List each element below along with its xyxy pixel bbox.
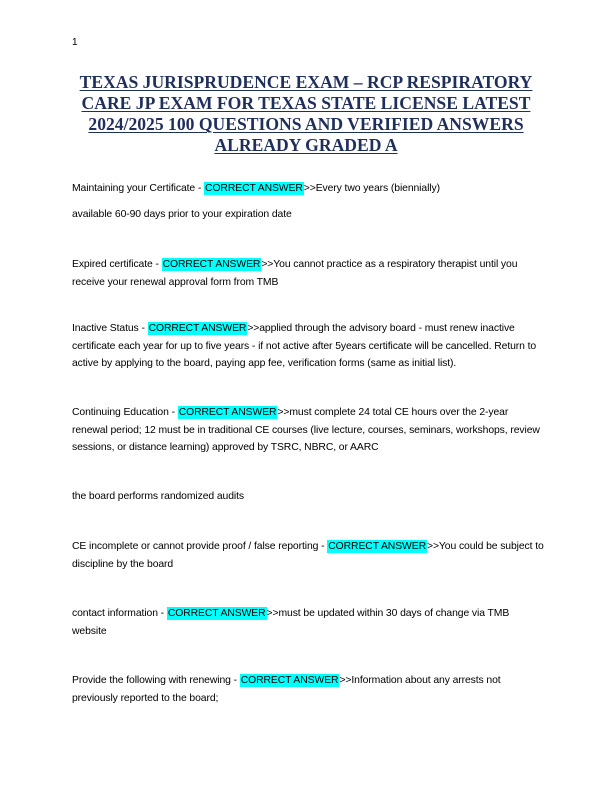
question-text: Expired certificate - <box>72 259 162 270</box>
qa-entry-expired-certificate <box>72 256 544 291</box>
answer-text: >>You could be subject to discipline by the board <box>72 541 544 570</box>
question-text: Inactive Status - <box>72 323 148 334</box>
question-text: contact information - <box>72 608 167 619</box>
question-text: Continuing Education - <box>72 407 178 418</box>
note-entry-availability <box>72 206 544 224</box>
correct-answer-highlight: CORRECT ANSWER <box>167 608 266 619</box>
document-title: TEXAS JURISPRUDENCE EXAM – RCP RESPIRATORY CARE JP EXAM FOR TEXAS STATE LICENSE LATEST 2024/2025 100 QUESTIONS AND VERIFIED ANSWERS ALREADY GRADED A <box>79 72 533 155</box>
qa-entry-contact-information <box>72 605 544 640</box>
correct-answer-highlight: CORRECT ANSWER <box>148 323 247 334</box>
correct-answer-highlight: CORRECT ANSWER <box>205 183 303 194</box>
note-text: the board performs randomized audits <box>72 491 244 502</box>
question-text: CE incomplete or cannot provide proof / false reporting - <box>72 541 328 552</box>
answer-text: >>Information about any arrests not previously reported to the board; <box>72 675 501 704</box>
answer-text: >>must be updated within 30 days of change via TMB website <box>72 608 510 637</box>
note-entry-audits <box>72 488 544 506</box>
qa-entry-maintaining-certificate <box>72 180 544 198</box>
question-text: Maintaining your Certificate - <box>72 183 205 194</box>
correct-answer-highlight: CORRECT ANSWER <box>162 259 261 270</box>
answer-text: >>You cannot practice as a respiratory therapist until you receive your renewal approval form from TMB <box>72 259 518 288</box>
qa-entry-ce-incomplete <box>72 538 544 573</box>
page-number: 1 <box>72 37 78 48</box>
question-text: Provide the following with renewing - <box>72 675 240 686</box>
answer-text: >>applied through the advisory board - must renew inactive certificate each year for up to five years - if not active after 5years certificate will be cancelled. Return to active by applying to the board, paying app fee, verification forms (same as initial list). <box>72 323 537 369</box>
answer-text: >>Every two years (biennially) <box>303 183 440 194</box>
correct-answer-highlight: CORRECT ANSWER <box>178 407 277 418</box>
correct-answer-highlight: CORRECT ANSWER <box>240 675 339 686</box>
qa-entry-renewal-requirements <box>72 672 544 707</box>
qa-entry-continuing-education <box>72 404 544 457</box>
qa-entry-inactive-status <box>72 320 544 373</box>
answer-text: >>must complete 24 total CE hours over the 2-year renewal period; 12 must be in traditional CE courses (live lecture, courses, seminars, workshops, review sessions, or distance learning) approved by TSRC, NBRC, or AARC <box>72 407 540 453</box>
note-text: available 60-90 days prior to your expiration date <box>72 209 292 220</box>
correct-answer-highlight: CORRECT ANSWER <box>328 541 426 552</box>
